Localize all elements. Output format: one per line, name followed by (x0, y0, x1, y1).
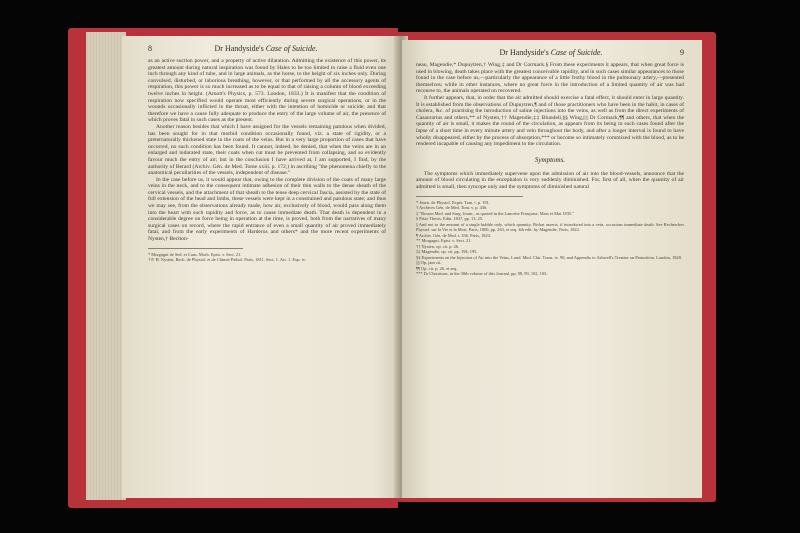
section-heading: Symptoms. (534, 155, 566, 164)
page-edges (86, 32, 126, 500)
right-running-head (416, 48, 684, 57)
footnote: *** Dr Christison, in the 30th volume of this Journal, pp. 98, 99, 102, 103. (416, 271, 548, 276)
right-running-title (422, 48, 680, 57)
open-book (60, 22, 720, 510)
right-paragraph: It further appears, that, in order that the air admitted should exercise a fatal effect, it should enter in large quantity. It is established from the observations of Dupuytren,¶ and of those practitioners who have been in the habit, in cases of cholera, &c. of practising the introduction of saline injections into the veins, as well as from the direct experiments of Casaurarius and others,** of Nysten,†† Magendie,‡‡ Blundell,§§ Wing,|||| Dr Cormack,¶¶ and others, that when the quantity of air is small, it makes the round of the circulation, as appears from its being in such cases found after the lapse of a short time in every minute artery and vein throughout the body, and after a longer interval is found to have wholly disappeared, either by the process of absorption,*** or become so intimately commixed with the blood, as to be rendered incapable of causing any impediment to the circulation. (416, 94, 684, 148)
footnote-rule (148, 248, 243, 249)
left-running-title (152, 44, 380, 53)
footnote: §§ Experiments on the Injection of Air into the Veins, Lond. Med. Chir. Trans. iv. 90; and Appendix to Ashwell's Treatise on Parturition. London, 1828. (416, 254, 682, 260)
footnote: †† Nysten, op. cit. p. 26. (416, 243, 460, 249)
left-page (122, 36, 400, 498)
left-paragraph: as an active suction power, and a property of active dilatation. Admitting the existence of this power, its greatest amount during natural inspiration was found by Hales to be too limited to raise a fluid even one inch through any kind of tube, and in large animals, as the horse, to the height of six inches only. During convulsed, disturbed, or laborious breathing, however, or that performed by all the accessory agents of respiration, this power is so much increased as to be equal to that of raising a column of blood exceeding twelve inches in height. (Arnott's Physics, p. 573. London, 1833.) It is manifest that the condition of respiration now specified would operate most efficiently during severe surgical operations, or in the wounds occasionally inflicted in the throat, either with the intention of homicide or suicide; and that therefore we have a cause fully adequate to produce the entry of the large volume of air, the presence of which proves fatal in such cases as the present. (148, 58, 386, 124)
left-page-number: 8 (148, 44, 152, 53)
left-footnotes (148, 252, 386, 263)
left-running-title-prefix: Dr Handyside's (214, 44, 266, 53)
right-running-title-prefix: Dr Handyside's (499, 48, 551, 57)
left-paragraph: In the case before us, it would appear that, owing to the complete division of the coats of many large veins in the neck, and to the consequent intimate adhesion of their thin walls to the dense sheath of the cervical vessels, and the attachment of that sheath to the tense deep cervical fascia, assisted by the state of full extension of the head and limbs, these vessels were kept in a constrained and patulous state; and thus we may see, from the observations already made, how air, exclusively of blood, would pass along them into the heart with such rapidity and force, as to cause immediate death. That death is dependent in a considerable degree on force being in operation at the time, is proved, both from the narratives of many surgical cases on record, where the rapid entrance of even a small quantity of air proved immediately fatal, and from the early experiments of Harderus and others* and the more recent experiments of Nysten,† Beclton- (148, 176, 386, 243)
left-paragraph: Another reason besides that which I have assigned for the vessels remaining patulous when divided, has been sought for in that morbid condition occasionally found, viz. a state of rigidity, or a preternaturally thickened state in the coats of the veins. But in a very large proportion of cases that have occurred, no such condition has been found. It cannot, indeed, be denied, that when the veins are in an enlarged and indurated state, their coats when cut must be prevented from collapsing, and so evidently favour much the entry of air; but in the conclusion I have arrived at, I am supported, I find, by the authority of Berard (Archiv. Gén. de Med. Tome xxiii. p. 172,) in ascribing "the phenomena chiefly to the anatomical peculiarities of the vessels, independent of disease." (148, 123, 386, 177)
right-running-title-italic: Case of Suicide. (550, 48, 603, 57)
right-page-number: 9 (680, 48, 684, 57)
footnote: † P. H. Nysten, Rech. de Physiol. et de Chimie Pathol. Paris, 1811. Sect. 1. Art. 1. Exp. iv. (148, 257, 306, 263)
footnote: ¶¶ Op. cit. p. 26, et seq. (416, 265, 458, 271)
footnote: || And not to the amount of a single bubble only, which quantity, Bichat asserts, if introduced into a vein, occasions immediate death. See Recherches Physiol. sur la Vie et la Mort, Paris, 1800, pp. 263, et seq. 4th edit. by Magendie, Paris, 1822. (416, 221, 684, 232)
right-section-text (416, 171, 684, 191)
left-running-head (148, 44, 386, 53)
left-body-text (148, 58, 386, 243)
footnote: * Morgagni de Sed. et Caus. Morb. Epist. v. Sect. 21. (148, 251, 242, 257)
footnote: ¶ Archiv. Gén. de Med. t. 436. Paris, 1824. (416, 232, 491, 238)
footnote: ‡ "Boston Med. and Surg. Journ., as quoted in the Lancette Française, Mars et Mai 1835." (416, 210, 575, 216)
right-paragraph: neau, Magendie,* Dupuytren,† Wing,‡ and Dr Cormack.§ From these experiments it appears, that when great force is used in blowing, death takes place with the greatest conceivable rapidity, and in such cases similar appearances to those found in the case before us,—particularly the appearance of a little frothy blood in the pulmonary artery,—presented themselves; while in other instances, where no great force in the introduction of a limited quantity of air was had recourse to, the animals operated on recovered. (416, 62, 684, 95)
footnote: ** Morgagni, Epist. v. Sect. 21. (416, 238, 472, 243)
footnote: |||| Op. jam cit. (416, 260, 442, 265)
right-body-text (416, 62, 684, 148)
left-running-title-italic: Case of Suicide. (265, 44, 318, 53)
footnote: † Archives Gén. de Med. Tom. v. p. 436. (416, 205, 488, 210)
footnote-rule (416, 196, 523, 197)
right-paragraph: The symptoms which immediately supervene upon the admission of air into the blood-vessels, announce that the amount of blood circulating in the encephalon is very suddenly diminished. For, first of all, when the quantity of air admitted is small, then syncope only and the symptoms of diminished natural (416, 170, 684, 190)
footnote: * Journ. de Physiol. Expér. Tom. i. p. 191. (416, 199, 490, 205)
footnote: § Prize Thesis, Edin. 1837, pp. 13, 25. (416, 216, 484, 221)
right-footnotes (416, 200, 684, 277)
right-page (402, 40, 702, 498)
footnote: ‡‡ Magendie, op. cit. pp. 194, 195. (416, 249, 478, 254)
